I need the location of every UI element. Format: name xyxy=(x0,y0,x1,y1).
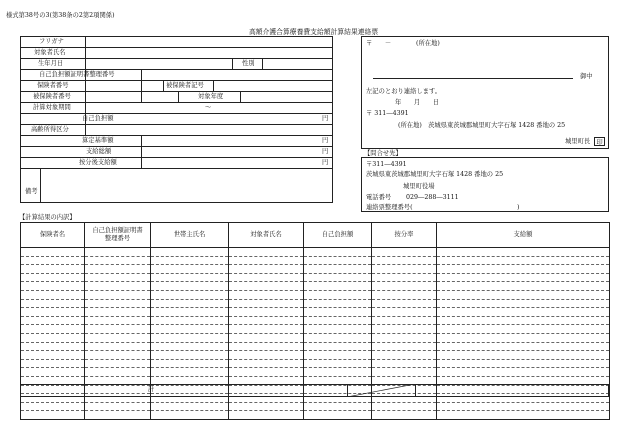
table-cell xyxy=(151,299,229,308)
table-cell xyxy=(151,359,229,368)
table-row xyxy=(21,290,610,299)
table-row xyxy=(21,256,610,265)
table-cell xyxy=(21,256,85,265)
table-cell xyxy=(229,411,304,420)
label-remarks: 備考 xyxy=(25,188,38,195)
column-header: 自己負担額 xyxy=(304,223,372,248)
total-label: 計 xyxy=(148,386,155,393)
table-cell xyxy=(151,282,229,291)
period-separator: ～ xyxy=(205,104,212,111)
table-cell xyxy=(85,411,151,420)
table-cell xyxy=(21,342,85,351)
table-cell xyxy=(85,290,151,299)
column-header: 支給額 xyxy=(437,223,610,248)
table-cell xyxy=(85,368,151,377)
label-birth-date: 生年月日 xyxy=(38,60,64,67)
table-cell xyxy=(85,351,151,360)
label-payment-amount: 支給総額 xyxy=(86,148,112,155)
table-cell xyxy=(304,265,372,274)
notice-text: 左記のとおり連絡します。 xyxy=(366,88,442,95)
page-title: 高額介護合算療養費支給額計算結果連絡票 xyxy=(249,28,379,36)
table-cell xyxy=(437,368,610,377)
table-cell xyxy=(304,359,372,368)
table-cell xyxy=(229,248,304,257)
table-cell xyxy=(304,273,372,282)
table-row xyxy=(21,282,610,291)
date-line: 年 月 日 xyxy=(395,99,440,106)
label-self-burden: 自己負担額 xyxy=(82,115,114,122)
table-cell xyxy=(21,265,85,274)
table-cell xyxy=(21,411,85,420)
table-cell xyxy=(437,265,610,274)
table-cell xyxy=(85,316,151,325)
table-cell xyxy=(85,299,151,308)
table-cell xyxy=(229,402,304,411)
table-row xyxy=(21,342,610,351)
table-cell xyxy=(21,299,85,308)
label-base-amount: 算定基準額 xyxy=(82,137,114,144)
table-cell xyxy=(85,342,151,351)
table-row xyxy=(21,265,610,274)
table-cell xyxy=(372,290,437,299)
contact-header: 【問合せ先】 xyxy=(364,150,402,157)
table-cell xyxy=(372,411,437,420)
table-cell xyxy=(437,290,610,299)
table-cell xyxy=(304,325,372,334)
label-target-year: 対象年度 xyxy=(198,93,224,100)
form-number: 様式第38号の3(第38条の2第2項関係) xyxy=(6,12,115,19)
column-header: 自己負担額証明書 整理番号 xyxy=(85,223,151,248)
table-cell xyxy=(151,290,229,299)
table-cell xyxy=(372,282,437,291)
table-row xyxy=(21,273,610,282)
table-cell xyxy=(304,248,372,257)
table-cell xyxy=(21,368,85,377)
table-cell xyxy=(437,256,610,265)
yen-self-burden: 円 xyxy=(322,115,329,122)
contact-postal: 〒311―4391 xyxy=(366,161,407,168)
table-cell xyxy=(304,411,372,420)
table-cell xyxy=(151,333,229,342)
table-cell xyxy=(372,256,437,265)
contact-address: 茨城県東茨城郡城里町大字石塚 1428 番地の 25 xyxy=(366,171,504,178)
table-cell xyxy=(21,282,85,291)
table-row xyxy=(21,402,610,411)
table-cell xyxy=(21,308,85,317)
column-header: 按分率 xyxy=(372,223,437,248)
total-slash xyxy=(347,384,415,397)
table-cell xyxy=(21,359,85,368)
table-cell xyxy=(151,325,229,334)
table-cell xyxy=(85,325,151,334)
table-cell xyxy=(151,351,229,360)
contact-office: 城里町役場 xyxy=(403,183,435,190)
table-cell xyxy=(151,248,229,257)
table-cell xyxy=(372,359,437,368)
table-row xyxy=(21,359,610,368)
yen-base-amount: 円 xyxy=(322,137,329,144)
seal-mark: 印 xyxy=(594,137,605,146)
table-cell xyxy=(229,299,304,308)
table-cell xyxy=(437,411,610,420)
table-cell xyxy=(21,333,85,342)
label-furigana: フリガナ xyxy=(39,38,64,45)
table-cell xyxy=(151,308,229,317)
table-cell xyxy=(372,308,437,317)
table-cell xyxy=(229,273,304,282)
table-cell xyxy=(229,342,304,351)
table-cell xyxy=(304,316,372,325)
details-header: 【計算結果の内訳】 xyxy=(19,214,76,221)
label-insurer-number: 保険者番号 xyxy=(37,82,69,89)
contact-ref-label: 連絡票整理番号( xyxy=(366,204,413,211)
sender-address: (所在地) 茨城県東茨城郡城里町大字石塚 1428 番地の 25 xyxy=(398,122,566,129)
table-cell xyxy=(372,325,437,334)
table-cell xyxy=(151,256,229,265)
table-cell xyxy=(372,351,437,360)
table-cell xyxy=(437,282,610,291)
label-subject-name: 対象者氏名 xyxy=(34,49,66,56)
table-cell xyxy=(229,359,304,368)
table-cell xyxy=(304,342,372,351)
table-cell xyxy=(229,351,304,360)
table-cell xyxy=(437,308,610,317)
table-cell xyxy=(151,273,229,282)
table-cell xyxy=(229,265,304,274)
table-cell xyxy=(151,411,229,420)
table-cell xyxy=(151,265,229,274)
details-header-row xyxy=(21,223,610,248)
table-cell xyxy=(85,359,151,368)
table-cell xyxy=(21,273,85,282)
table-row xyxy=(21,248,610,257)
table-cell xyxy=(229,282,304,291)
contact-ref-close: ) xyxy=(517,204,520,211)
table-cell xyxy=(229,333,304,342)
table-cell xyxy=(437,248,610,257)
table-cell xyxy=(304,368,372,377)
table-cell xyxy=(372,265,437,274)
table-cell xyxy=(21,248,85,257)
table-cell xyxy=(372,333,437,342)
table-cell xyxy=(437,359,610,368)
table-row xyxy=(21,351,610,360)
table-row xyxy=(21,333,610,342)
table-cell xyxy=(372,342,437,351)
table-cell xyxy=(437,316,610,325)
label-calc-period: 計算対象期間 xyxy=(33,104,71,111)
table-cell xyxy=(304,333,372,342)
table-row xyxy=(21,411,610,420)
table-cell xyxy=(85,402,151,411)
table-cell xyxy=(372,273,437,282)
label-cert-number: 自己負担額証明書整理番号 xyxy=(39,71,115,78)
table-cell xyxy=(372,248,437,257)
table-cell xyxy=(372,368,437,377)
table-row xyxy=(21,316,610,325)
yen-payment-amount: 円 xyxy=(322,148,329,155)
table-cell xyxy=(229,256,304,265)
table-cell xyxy=(304,351,372,360)
postal-mark: 〒 － xyxy=(366,40,392,47)
table-cell xyxy=(437,325,610,334)
contact-phone: 029―288―3111 xyxy=(406,194,459,201)
table-cell xyxy=(437,273,610,282)
table-cell xyxy=(304,308,372,317)
table-cell xyxy=(151,316,229,325)
label-gender: 性別 xyxy=(242,60,255,67)
table-cell xyxy=(229,316,304,325)
table-cell xyxy=(437,333,610,342)
table-cell xyxy=(21,402,85,411)
table-cell xyxy=(304,256,372,265)
contact-phone-label: 電話番号 xyxy=(366,194,392,201)
table-cell xyxy=(304,290,372,299)
yen-allocated-amount: 円 xyxy=(322,159,329,166)
table-cell xyxy=(229,290,304,299)
table-cell xyxy=(437,351,610,360)
table-cell xyxy=(21,290,85,299)
table-cell xyxy=(21,325,85,334)
table-cell xyxy=(437,299,610,308)
table-cell xyxy=(372,402,437,411)
table-cell xyxy=(85,256,151,265)
table-cell xyxy=(151,342,229,351)
address-placeholder: (所在地) xyxy=(416,40,440,47)
honorific: 御中 xyxy=(580,73,593,80)
table-cell xyxy=(229,368,304,377)
table-cell xyxy=(304,299,372,308)
column-header: 対象者氏名 xyxy=(229,223,304,248)
table-cell xyxy=(437,342,610,351)
table-cell xyxy=(85,333,151,342)
table-cell xyxy=(151,368,229,377)
table-cell xyxy=(229,325,304,334)
sender-name: 城里町長 xyxy=(565,138,591,145)
table-row xyxy=(21,368,610,377)
label-allocated-amount: 按分後支給額 xyxy=(79,159,117,166)
table-cell xyxy=(229,308,304,317)
table-cell xyxy=(437,402,610,411)
table-row xyxy=(21,308,610,317)
table-cell xyxy=(304,282,372,291)
table-cell xyxy=(85,265,151,274)
table-row xyxy=(21,325,610,334)
table-cell xyxy=(85,308,151,317)
column-header: 保険者名 xyxy=(21,223,85,248)
table-cell xyxy=(372,316,437,325)
table-row xyxy=(21,299,610,308)
label-elderly-class: 高齢所得区分 xyxy=(31,126,69,133)
table-cell xyxy=(21,351,85,360)
table-cell xyxy=(85,273,151,282)
label-insured-number: 被保険者番号 xyxy=(33,93,71,100)
column-header: 世帯主氏名 xyxy=(151,223,229,248)
sender-postal: 〒 311―4391 xyxy=(366,110,409,117)
table-cell xyxy=(85,248,151,257)
table-cell xyxy=(372,299,437,308)
table-cell xyxy=(21,316,85,325)
table-cell xyxy=(304,402,372,411)
label-insured-symbol: 被保険者記号 xyxy=(166,82,204,89)
table-cell xyxy=(151,402,229,411)
table-cell xyxy=(85,282,151,291)
